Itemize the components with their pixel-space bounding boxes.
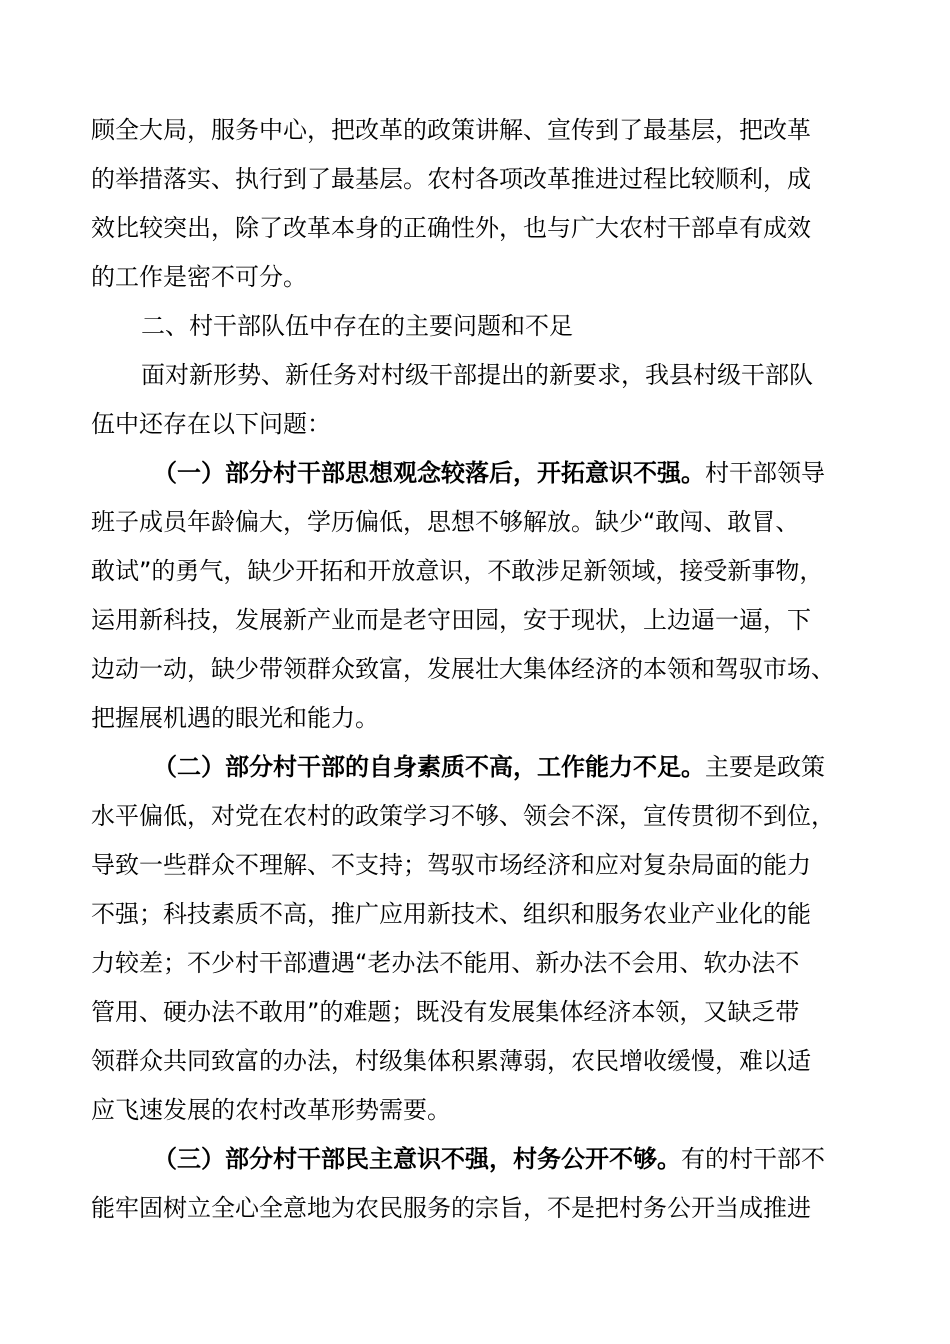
item-heading: （三）部分村干部民主意识不强，村务公开不够。 xyxy=(153,1145,681,1173)
text-line: 伍中还存在以下问题： xyxy=(91,410,331,438)
item-heading: （一）部分村干部思想观念较落后，开拓意识不强。 xyxy=(153,459,705,487)
text-line: 敢试”的勇气，缺少开拓和开放意识，不敢涉足新领域，接受新事物， xyxy=(91,557,824,585)
text-line: 面对新形势、新任务对村级干部提出的新要求，我县村级干部队 xyxy=(141,361,813,389)
text-line: 水平偏低，对党在农村的政策学习不够、领会不深，宣传贯彻不到位， xyxy=(91,802,835,830)
item-text: 有的村干部不 xyxy=(681,1145,825,1173)
item-heading-line xyxy=(91,743,880,792)
text-line: 领群众共同致富的办法，村级集体积累薄弱，农民增收缓慢，难以适 xyxy=(91,1047,811,1075)
item-heading: （二）部分村干部的自身素质不高，工作能力不足。 xyxy=(153,753,705,781)
text-line: 应飞速发展的农村改革形势需要。 xyxy=(91,1096,451,1124)
text-line: 顾全大局，服务中心，把改革的政策讲解、宣传到了最基层，把改革 xyxy=(91,116,811,144)
text-line: 的工作是密不可分。 xyxy=(91,263,307,291)
text-line: 管用、硬办法不敢用”的难题；既没有发展集体经济本领，又缺乏带 xyxy=(91,998,800,1026)
item-heading-line xyxy=(91,1135,880,1184)
text-line: 导致一些群众不理解、不支持；驾驭市场经济和应对复杂局面的能力 xyxy=(91,851,811,879)
item-text: 主要是政策 xyxy=(705,753,825,781)
text-line: 的举措落实、执行到了最基层。农村各项改革推进过程比较顺利，成 xyxy=(91,165,811,193)
text-line: 能牢固树立全心全意地为农民服务的宗旨，不是把村务公开当成推进 xyxy=(91,1194,811,1222)
text-line: 把握展机遇的眼光和能力。 xyxy=(91,704,379,732)
item-text: 村干部领导 xyxy=(705,459,825,487)
text-line: 不强；科技素质不高，推广应用新技术、组织和服务农业产业化的能 xyxy=(91,900,811,928)
text-line: 班子成员年龄偏大，学历偏低，思想不够解放。缺少“敢闯、敢冒、 xyxy=(91,508,800,536)
text-line: 力较差；不少村干部遭遇“老办法不能用、新办法不会用、软办法不 xyxy=(91,949,800,977)
section-heading: 二、村干部队伍中存在的主要问题和不足 xyxy=(141,312,573,340)
text-line: 边动一动，缺少带领群众致富，发展壮大集体经济的本领和驾驭市场、 xyxy=(91,655,835,683)
text-line: 运用新科技，发展新产业而是老守田园，安于现状，上边逼一逼，下 xyxy=(91,606,811,634)
text-line: 效比较突出，除了改革本身的正确性外，也与广大农村干部卓有成效 xyxy=(91,214,811,242)
item-heading-line xyxy=(91,449,880,498)
